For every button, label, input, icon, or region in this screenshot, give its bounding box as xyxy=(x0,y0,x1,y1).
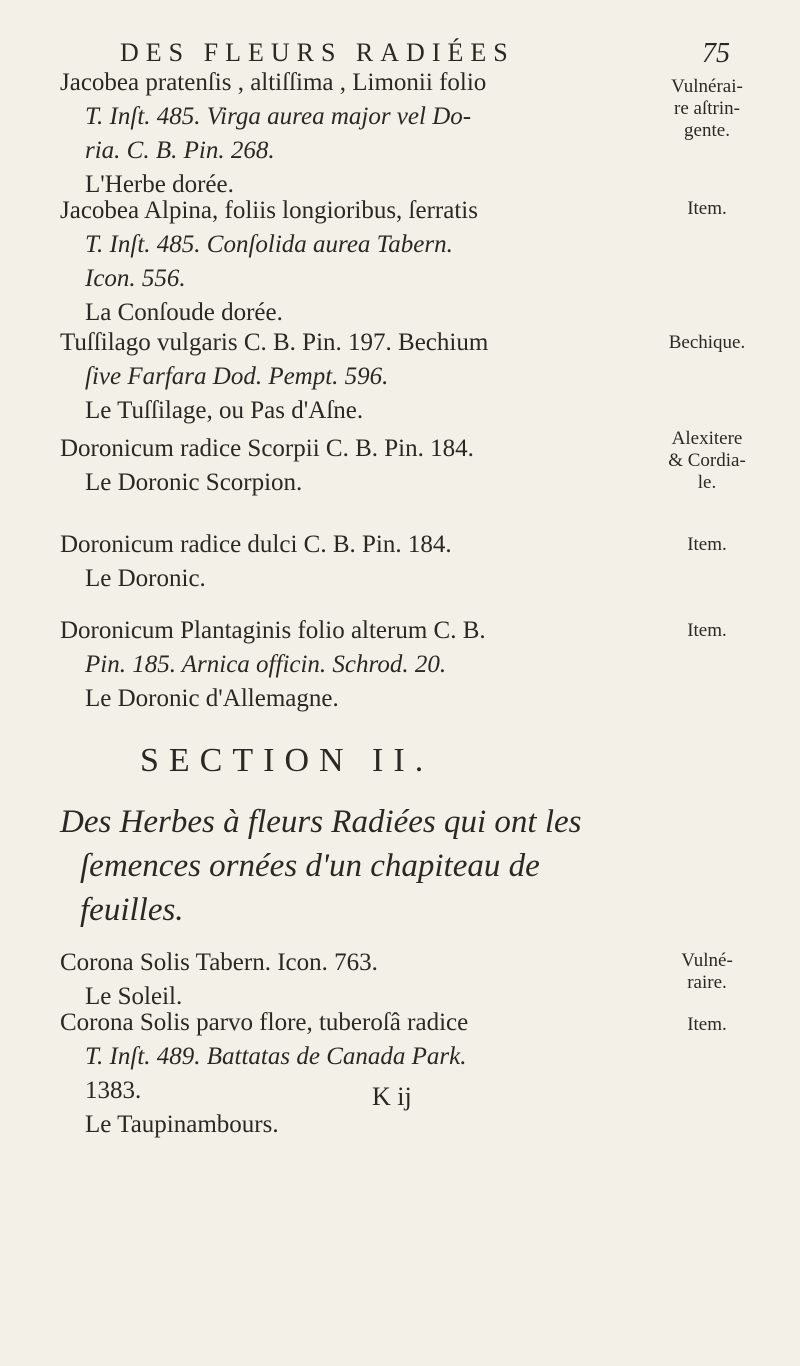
margin-note xyxy=(642,76,772,142)
entry-line: T. Inſt. 489. Battatas de Canada Park. xyxy=(85,1043,467,1070)
entry-line: La Conſoude dorée. xyxy=(85,299,283,326)
entry-line: Le Doronic d'Allemagne. xyxy=(85,685,339,712)
margin-line: Bechique. xyxy=(668,332,746,353)
margin-line: Item. xyxy=(687,1014,727,1035)
section-heading xyxy=(60,800,680,932)
header-title: DES FLEURS RADIÉES xyxy=(120,38,515,67)
margin-line: gente. xyxy=(684,120,730,141)
entry-line: Tuſſilago vulgaris C. B. Pin. 197. Bechium xyxy=(60,329,489,356)
margin-line: Item. xyxy=(687,198,727,219)
entry-line: Doronicum Plantaginis folio alterum C. B. xyxy=(60,617,486,644)
entry-line: Corona Solis Tabern. Icon. 763. xyxy=(60,949,378,976)
entry-line: Doronicum radice Scorpii C. B. Pin. 184. xyxy=(60,435,474,462)
entry-line: T. Inſt. 485. Conſolida aurea Tabern. xyxy=(85,231,453,258)
entry-line: ſive Farfara Dod. Pempt. 596. xyxy=(85,363,389,390)
entry-line: Icon. 556. xyxy=(85,265,186,292)
margin-note xyxy=(642,534,772,556)
signature-mark: K ij xyxy=(372,1082,412,1111)
entry-line: Le Tuſſilage, ou Pas d'Aſne. xyxy=(85,397,364,424)
margin-line: Vulnérai- xyxy=(671,76,743,97)
entry-line: 1383. xyxy=(85,1077,142,1104)
entry-line: T. Inſt. 485. Virga aurea major vel Do- xyxy=(85,103,472,130)
entry-doronicum-dulci xyxy=(60,528,620,596)
entry-line: Jacobea pratenſis , altiſſima , Limonii folio xyxy=(60,69,487,96)
entry-line: L'Herbe dorée. xyxy=(85,171,234,198)
entry-line: Pin. 185. Arnica officin. Schrod. 20. xyxy=(85,651,447,678)
entry-line: Le Taupinambours. xyxy=(85,1111,279,1138)
entry-tussilago xyxy=(60,326,620,428)
entry-line: Le Doronic. xyxy=(85,565,206,592)
margin-note xyxy=(642,332,772,354)
heading-line: feuilles. xyxy=(80,892,184,928)
margin-note xyxy=(642,428,772,494)
margin-line: & Cordia- xyxy=(668,450,746,471)
page-number: 75 xyxy=(702,38,730,69)
section-title: SECTION II. xyxy=(140,742,434,779)
heading-line: ſemences ornées d'un chapiteau de xyxy=(80,848,540,884)
entry-line: Le Doronic Scorpion. xyxy=(85,469,303,496)
margin-note xyxy=(642,198,772,220)
margin-line: le. xyxy=(697,472,717,493)
margin-line: Item. xyxy=(687,534,727,555)
entry-jacobea-pratensis xyxy=(60,66,620,202)
margin-note xyxy=(642,950,772,994)
entry-line: Corona Solis parvo flore, tuberoſâ radice xyxy=(60,1009,469,1036)
margin-line: Item. xyxy=(687,620,727,641)
margin-note xyxy=(642,1014,772,1036)
heading-line: Des Herbes à fleurs Radiées qui ont les xyxy=(60,804,582,840)
entry-jacobea-alpina xyxy=(60,194,620,330)
entry-doronicum-scorpii xyxy=(60,432,620,500)
entry-line: Le Soleil. xyxy=(85,983,183,1010)
entry-corona-solis-parvo xyxy=(60,1006,620,1142)
entry-line: ria. C. B. Pin. 268. xyxy=(85,137,275,164)
margin-line: re aſtrin- xyxy=(674,98,740,119)
margin-note xyxy=(642,620,772,642)
entry-corona-solis xyxy=(60,946,620,1014)
margin-line: Vulné- xyxy=(681,950,733,971)
margin-line: Alexitere xyxy=(671,428,743,449)
entry-line: Doronicum radice dulci C. B. Pin. 184. xyxy=(60,531,452,558)
margin-line: raire. xyxy=(687,972,727,993)
entry-doronicum-plantaginis xyxy=(60,614,620,716)
entry-line: Jacobea Alpina, foliis longioribus, ſerratis xyxy=(60,197,478,224)
